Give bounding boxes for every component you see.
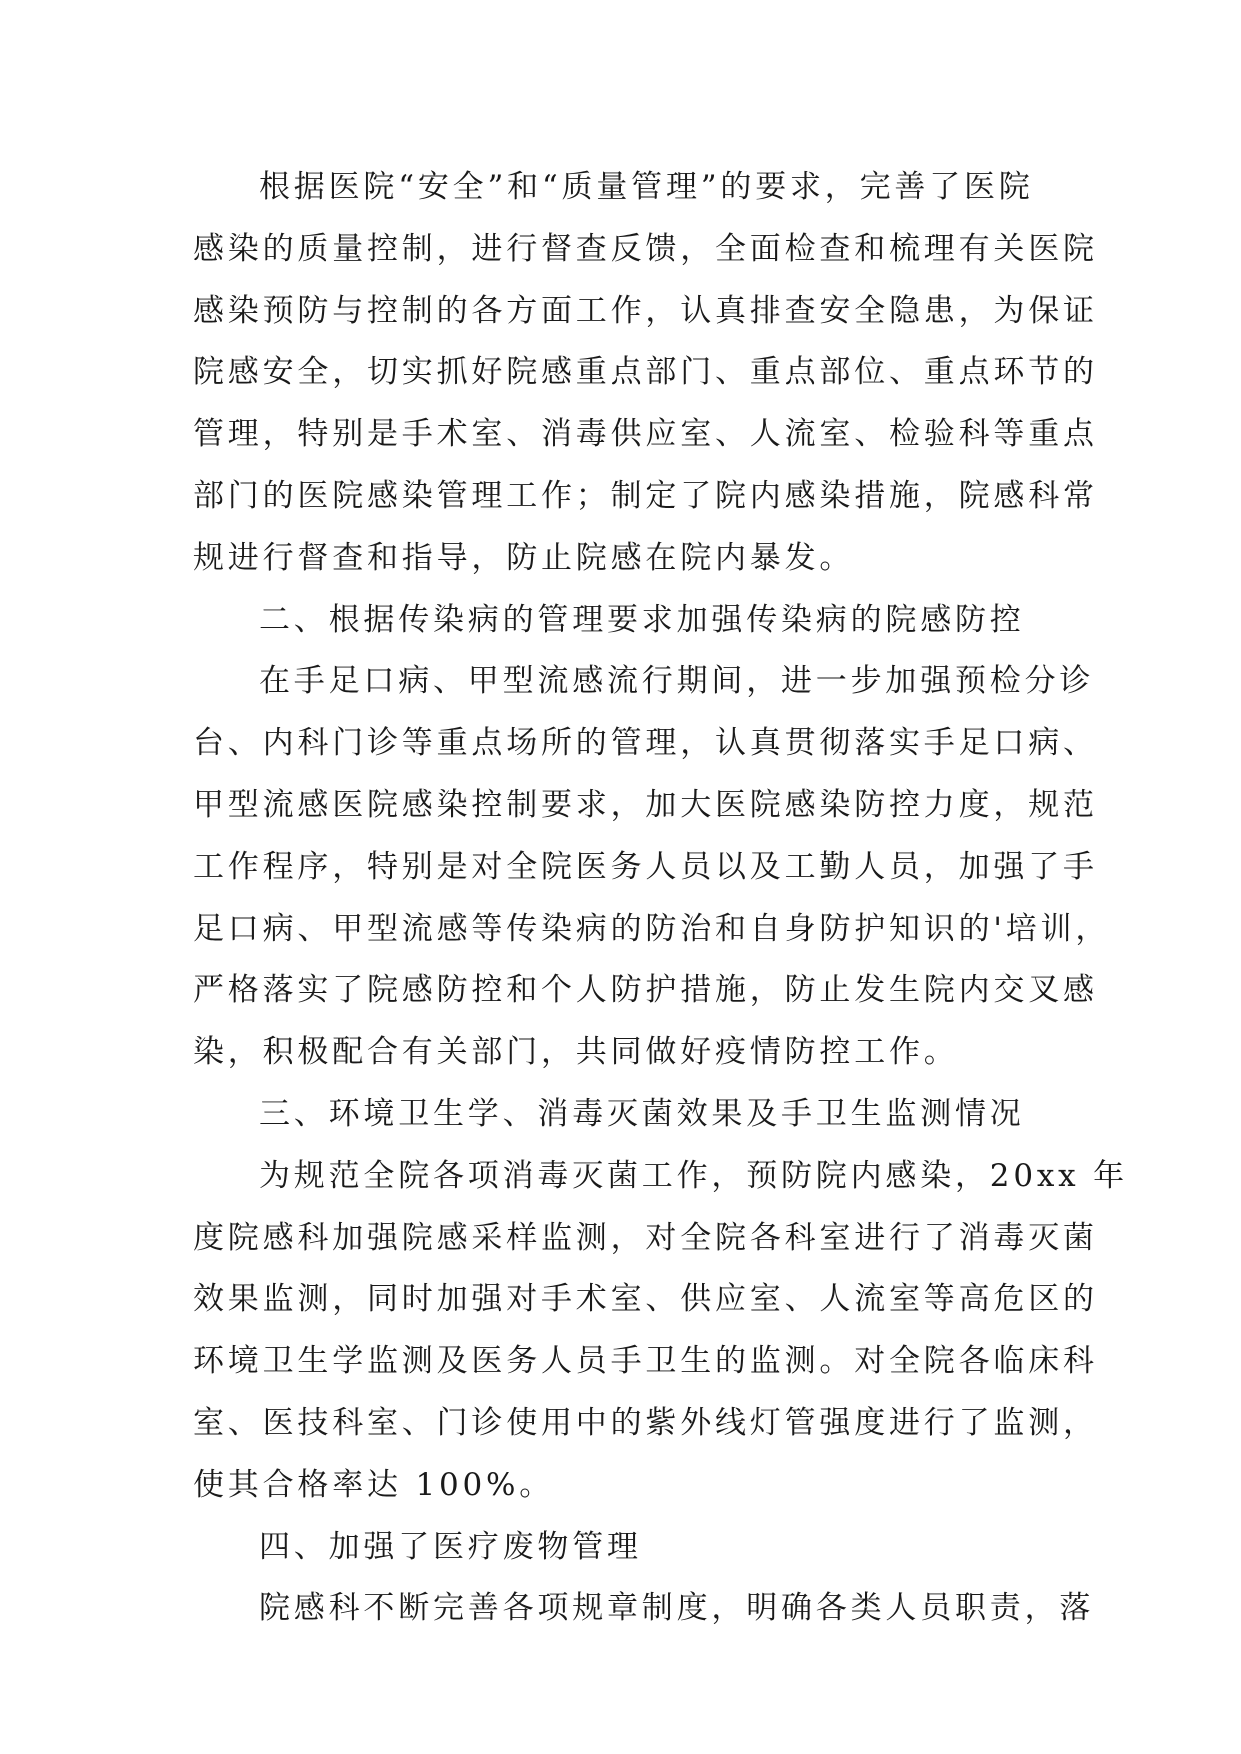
text-line: 在手足口病、甲型流感流行期间，进一步加强预检分诊 — [259, 663, 1095, 700]
text-line: 环境卫生学监测及医务人员手卫生的监测。对全院各临床科 — [193, 1343, 1098, 1380]
text-line: 度院感科加强院感采样监测，对全院各科室进行了消毒灭菌 — [193, 1219, 1098, 1256]
text-line: 为规范全院各项消毒灭菌工作，预防院内感染，20xx 年 — [259, 1157, 1128, 1194]
text-line: 管理，特别是手术室、消毒供应室、人流室、检验科等重点 — [193, 416, 1098, 453]
text-line: 染，积极配合有关部门，共同做好疫情防控工作。 — [193, 1034, 959, 1071]
text-line: 室、医技科室、门诊使用中的紫外线灯管强度进行了监测， — [193, 1404, 1098, 1441]
text-line: 使其合格率达 100%。 — [193, 1466, 555, 1503]
text-line: 台、内科门诊等重点场所的管理，认真贯彻落实手足口病、 — [193, 725, 1098, 762]
text-line: 严格落实了院感防控和个人防护措施，防止发生院内交叉感 — [193, 972, 1098, 1009]
text-line: 甲型流感医院感染控制要求，加大医院感染防控力度，规范 — [193, 786, 1098, 823]
text-line: 根据医院“安全”和“质量管理”的要求，完善了医院 — [259, 169, 1034, 205]
text-line: 部门的医院感染管理工作；制定了院内感染措施，院感科常 — [193, 477, 1098, 514]
text-line: 效果监测，同时加强对手术室、供应室、人流室等高危区的 — [193, 1281, 1098, 1318]
section-heading: 四、加强了医疗废物管理 — [259, 1528, 642, 1565]
text-line: 院感安全，切实抓好院感重点部门、重点部位、重点环节的 — [193, 354, 1098, 391]
document-body — [193, 157, 1128, 1640]
text-line: 感染预防与控制的各方面工作，认真排查安全隐患，为保证 — [193, 292, 1098, 329]
text-line: 足口病、甲型流感等传染病的防治和自身防护知识的'培训， — [193, 910, 1111, 947]
text-line: 工作程序，特别是对全院医务人员以及工勤人员，加强了手 — [193, 848, 1098, 885]
text-line: 院感科不断完善各项规章制度，明确各类人员职责，落 — [259, 1590, 1095, 1627]
section-heading: 二、根据传染病的管理要求加强传染病的院感防控 — [259, 601, 1025, 638]
text-line: 规进行督查和指导，防止院感在院内暴发。 — [193, 539, 855, 576]
text-line: 感染的质量控制，进行督查反馈，全面检查和梳理有关医院 — [193, 230, 1098, 267]
section-heading: 三、环境卫生学、消毒灭菌效果及手卫生监测情况 — [259, 1095, 1025, 1132]
